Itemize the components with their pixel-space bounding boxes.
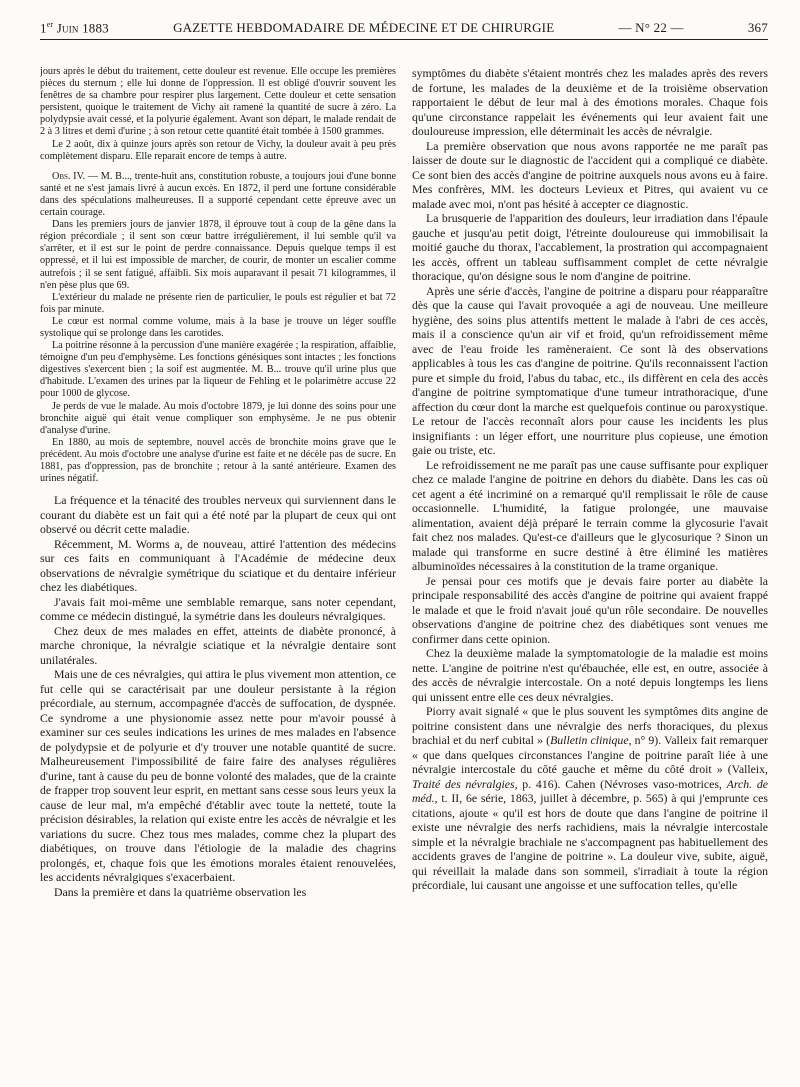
issue-date: 1er Juin 1883 bbox=[40, 19, 109, 35]
paragraph: Piorry avait signalé « que le plus souvent les symptômes dits angine de poitrine consistent dans une névralgie des nerfs thoraciques, du plexus brachial et du nerf cubital » (Bulletin clinique, n° 9). Valleix fait remarquer « que dans quelques circonstances l'angine de poitrine paraît liée à une névralgie intercostale du côté gauche et même du côté droit » (Valleix, Traité des névralgies, p. 416). Cahen (Névroses vaso-motrices, Arch. de méd., t. II, 6e série, 1863, juillet à décembre, p. 565) à qui j'emprunte ces citations, ajoute « qu'il est hors de doute que dans l'angine de poitrine il existe une névralgie des nerfs rachidiens, mais la névralgie intercostale simple et la névralgie brachiale ne s'accompagnent pas habituellement des accidents graves de l'angine de poitrine ». La douleur vive, subite, aiguë, qui réveillait la malade dans son sommeil, s'irradiait à toute la région précordiale, lui causant une angoisse et une suffocation telles, qu'elle bbox=[412, 704, 768, 892]
page-number: 367 bbox=[747, 20, 768, 35]
text-columns bbox=[40, 66, 768, 1078]
paragraph: Le cœur est normal comme volume, mais à la base je trouve un léger souffle systolique qui se prolonge dans les carotides. bbox=[40, 315, 396, 339]
paragraph: Le 2 août, dix à quinze jours après son retour de Vichy, la douleur avait à peu près complètement disparu. Elle reparait encore de temps à autre. bbox=[40, 138, 396, 162]
paragraph: La poitrine résonne à la percussion d'une manière exagérée ; la respiration, affaiblie, témoigne d'un peu d'emphysème. Les fonctions génésiques sont intactes ; les fonctions digestives s'exercent bien ; la soif est augmentée. M. B... trouve qu'il urine plus que d'habitude. L'examen des urines par la liqueur de Fehling et le polarimètre accuse 22 pour 1000 de glycose. bbox=[40, 340, 396, 400]
paragraph: Après une série d'accès, l'angine de poitrine a disparu pour réapparaître dès que la cause qui l'avait provoquée a agi de nouveau. Une meilleure hygiène, des soins plus attentifs mettent le malade à l'abri de ces accès, mais il a conscience qu'un air vif et froid, qu'un refroidissement même avec de l'eau froide les ramèneraient. Ce sont là des observations applicables à tous les cas d'angine de poitrine. Qu'ils reconnaissent l'action pure et simple du froid, l'abus du tabac, etc., ils diffèrent en cela des accès d'angine de poitrine symptomatique d'une tumeur intrathoracique, d'une affection du cœur dont la marche est quelquefois continue ou paroxystique. Le retour de l'accès reconnaît alors pour cause les incidents les plus insignifiants : un léger effort, une nourriture plus copieuse, une émotion gaie ou triste, etc. bbox=[412, 283, 768, 457]
issue-number: — N° 22 — bbox=[618, 20, 684, 35]
paragraph: Chez la deuxième malade la symptomatologie de la maladie est moins nette. L'angine de poitrine n'est qu'ébauchée, elle est, en outre, associée à des accès de névralgie intercostale. On a noté depuis longtemps les liens qui unissent entre elle ces deux névralgies. bbox=[412, 646, 768, 704]
paragraph: Je pensai pour ces motifs que je devais faire porter au diabète la principale responsabilité des accès d'angine de poitrine qui avaient frappé le malade et que le froid n'avait joué qu'un rôle secondaire. De nouvelles observations d'angine de poitrine chez des diabétiques sont venues me confirmer dans cette opinion. bbox=[412, 573, 768, 646]
paragraph: Chez deux de mes malades en effet, atteints de diabète prononcé, à marche chronique, la névralgie sciatique et la névralgie dentaire sont unilatérales. bbox=[40, 623, 396, 667]
paragraph: Dans les premiers jours de janvier 1878, il éprouve tout à coup de la gêne dans la région précordiale ; il sent son cœur battre irrégulièrement, il lui semble qu'il va s'arrêter, et il est sur le point de perdre connaissance. Depuis quelque temps il est oppressé, et il lui est impossible de marcher, de courir, de monter un escalier comme autrefois ; il se sent fatigué, affaibli. Six mois auparavant il pesait 71 kilogrammes, il n'en pèse plus que 69. bbox=[40, 219, 396, 291]
body-text bbox=[412, 66, 768, 893]
paragraph: La première observation que nous avons rapportée ne me paraît pas laisser de doute sur le diagnostic de l'accident qui a compliqué ce diabète. Ce sont bien des accès d'angine de poitrine auxquels nous avons eu à faire. Mes confrères, MM. les docteurs Levieux et Pitres, qui avaient vu ce malade avec moi, n'ont pas hésité à accepter ce diagnostic. bbox=[412, 138, 768, 211]
observation-heading: Obs. IV. — M. B..., trente-huit ans, constitution robuste, a toujours joui d'une bonne santé et ne s'est jamais livré à aucun excès. En 1872, il perd une fortune considérable dans des spéculations malheureuses. Il a supporté cependant cette épreuve avec un certain courage. bbox=[40, 170, 396, 219]
paragraph: La brusquerie de l'apparition des douleurs, leur irradiation dans l'épaule gauche et jusqu'au petit doigt, l'étreinte douloureuse qui immobilisait la moitié gauche du thorax, l'accablement, la prostration qui accompagnaient les accès, offrent un tableau suffisamment complet de cette névralgie thoracique, qu'on désigne sous le nom d'angine de poitrine. bbox=[412, 211, 768, 283]
paragraph: L'extérieur du malade ne présente rien de particulier, le pouls est régulier et bat 72 fois par minute. bbox=[40, 291, 396, 315]
observation-block bbox=[40, 66, 396, 485]
paragraph: Le refroidissement ne me paraît pas une cause suffisante pour expliquer chez ce malade l'angine de poitrine en dehors du diabète. Dans les cas où cet agent a été incriminé on a remarqué qu'il remplissait le rôle de cause occasionnelle. L'humidité, la fatigue prolongée, une mauvaise alimentation, avaient déjà préparé le terrain comme la glycosurie l'avait fait chez nos malades. Qu'est-ce d'ailleurs que le glycosurique ? Sinon un malade qui transforme en sucre destiné à être éliminé les matières albuminoïdes nécessaires à la constitution de la trame organique. bbox=[412, 457, 768, 573]
paragraph: Dans la première et dans la quatrième observation les bbox=[54, 884, 307, 899]
running-header bbox=[40, 14, 768, 40]
paragraph: jours après le début du traitement, cette douleur est revenue. Elle occupe les premières pièces du sternum ; elle lui donne de l'oppression. Il est obligé d'ouvrir souvent les fenêtres de sa chambre pour respirer plus largement. Cette douleur et cette sensation persistent, quoique le traitement de Vichy ait ramené la quantité de sucre à zéro. La polydypsie avait cessé, et la polyurie également. Avant son départ, le malade rendait de 2 à 3 litres et demi d'urine ; à son retour cette quantité était tombée à 1500 grammes. bbox=[40, 66, 396, 138]
paragraph: La fréquence et la ténacité des troubles nerveux qui surviennent dans le courant du diabète est un fait qui a été noté par la plupart de ceux qui ont observé ou décrit cette maladie. bbox=[40, 493, 396, 537]
paragraph: En 1880, au mois de septembre, nouvel accès de bronchite moins grave que le précédent. Au mois d'octobre une analyse d'urine est faite et ne décèle pas de sucre. En 1881, pas d'oppression, pas de bronchite ; retour à la santé antérieure. Examen des urines négatif. bbox=[40, 436, 396, 485]
paragraph: symptômes du diabète s'étaient montrés chez les malades après des revers de fortune, les malades de la deuxième et de la troisième observation rapportaient le début de leur mal à des émotions morales. Chaque fois qu'une circonstance rappelait les événements qui leur avaient fait une douloureuse impression, elle déterminait les accès de névralgie. bbox=[412, 66, 768, 138]
body-text bbox=[40, 493, 396, 899]
paragraph: J'avais fait moi-même une semblable remarque, sans noter cependant, comme ce médecin distingué, la symétrie dans les douleurs névralgiques. bbox=[40, 594, 396, 624]
journal-title: GAZETTE HEBDOMADAIRE DE MÉDECINE ET DE CHIRURGIE bbox=[173, 20, 555, 35]
left-column bbox=[40, 66, 396, 1078]
paragraph: Récemment, M. Worms a, de nouveau, attiré l'attention des médecins sur ces faits en communiquant à l'Académie de médecine deux observations de névralgie symétrique du sciatique et du dentaire inférieur chez les diabétiques. bbox=[40, 536, 396, 595]
paragraph: Mais une de ces névralgies, qui attira le plus vivement mon attention, ce fut celle qui se caractérisait par une douleur persistante à la région précordiale, au sternum, accompagnée d'accès de suffocation, de dyspnée. Ce syndrome a une physionomie assez nette pour m'avoir poussé à examiner sur ces seules indications les urines de mes malades en l'absence de polydypsie et de polyurie et d'y trouver une notable quantité de sucre. Malheureusement l'impossibilité de faire faire des analyses régulières d'urine, tant à cause du peu de bonne volonté des malades, que de la crainte de frapper trop souvent leur esprit, en mettant sans cesse sous leurs yeux la cause de leur mal, m'a empêché d'établir avec toute la netteté, toute la précision désirables, la relation qui existe entre les accès de névralgie et les variations du sucre. Chez tous mes malades, comme chez la plupart des diabétiques, on trouve dans l'étiologie de la maladie des chagrins prolongés, et, chaque fois que les émotions morales étaient renouvelées, les accidents névralgiques s'exacerbaient. bbox=[40, 667, 396, 885]
right-column bbox=[412, 66, 768, 1078]
paragraph: Je perds de vue le malade. Au mois d'octobre 1879, je lui donne des soins pour une bronchite aiguë qui était venue compliquer son emphysème. Je ne pus obtenir d'analyse d'urine. bbox=[40, 400, 396, 436]
